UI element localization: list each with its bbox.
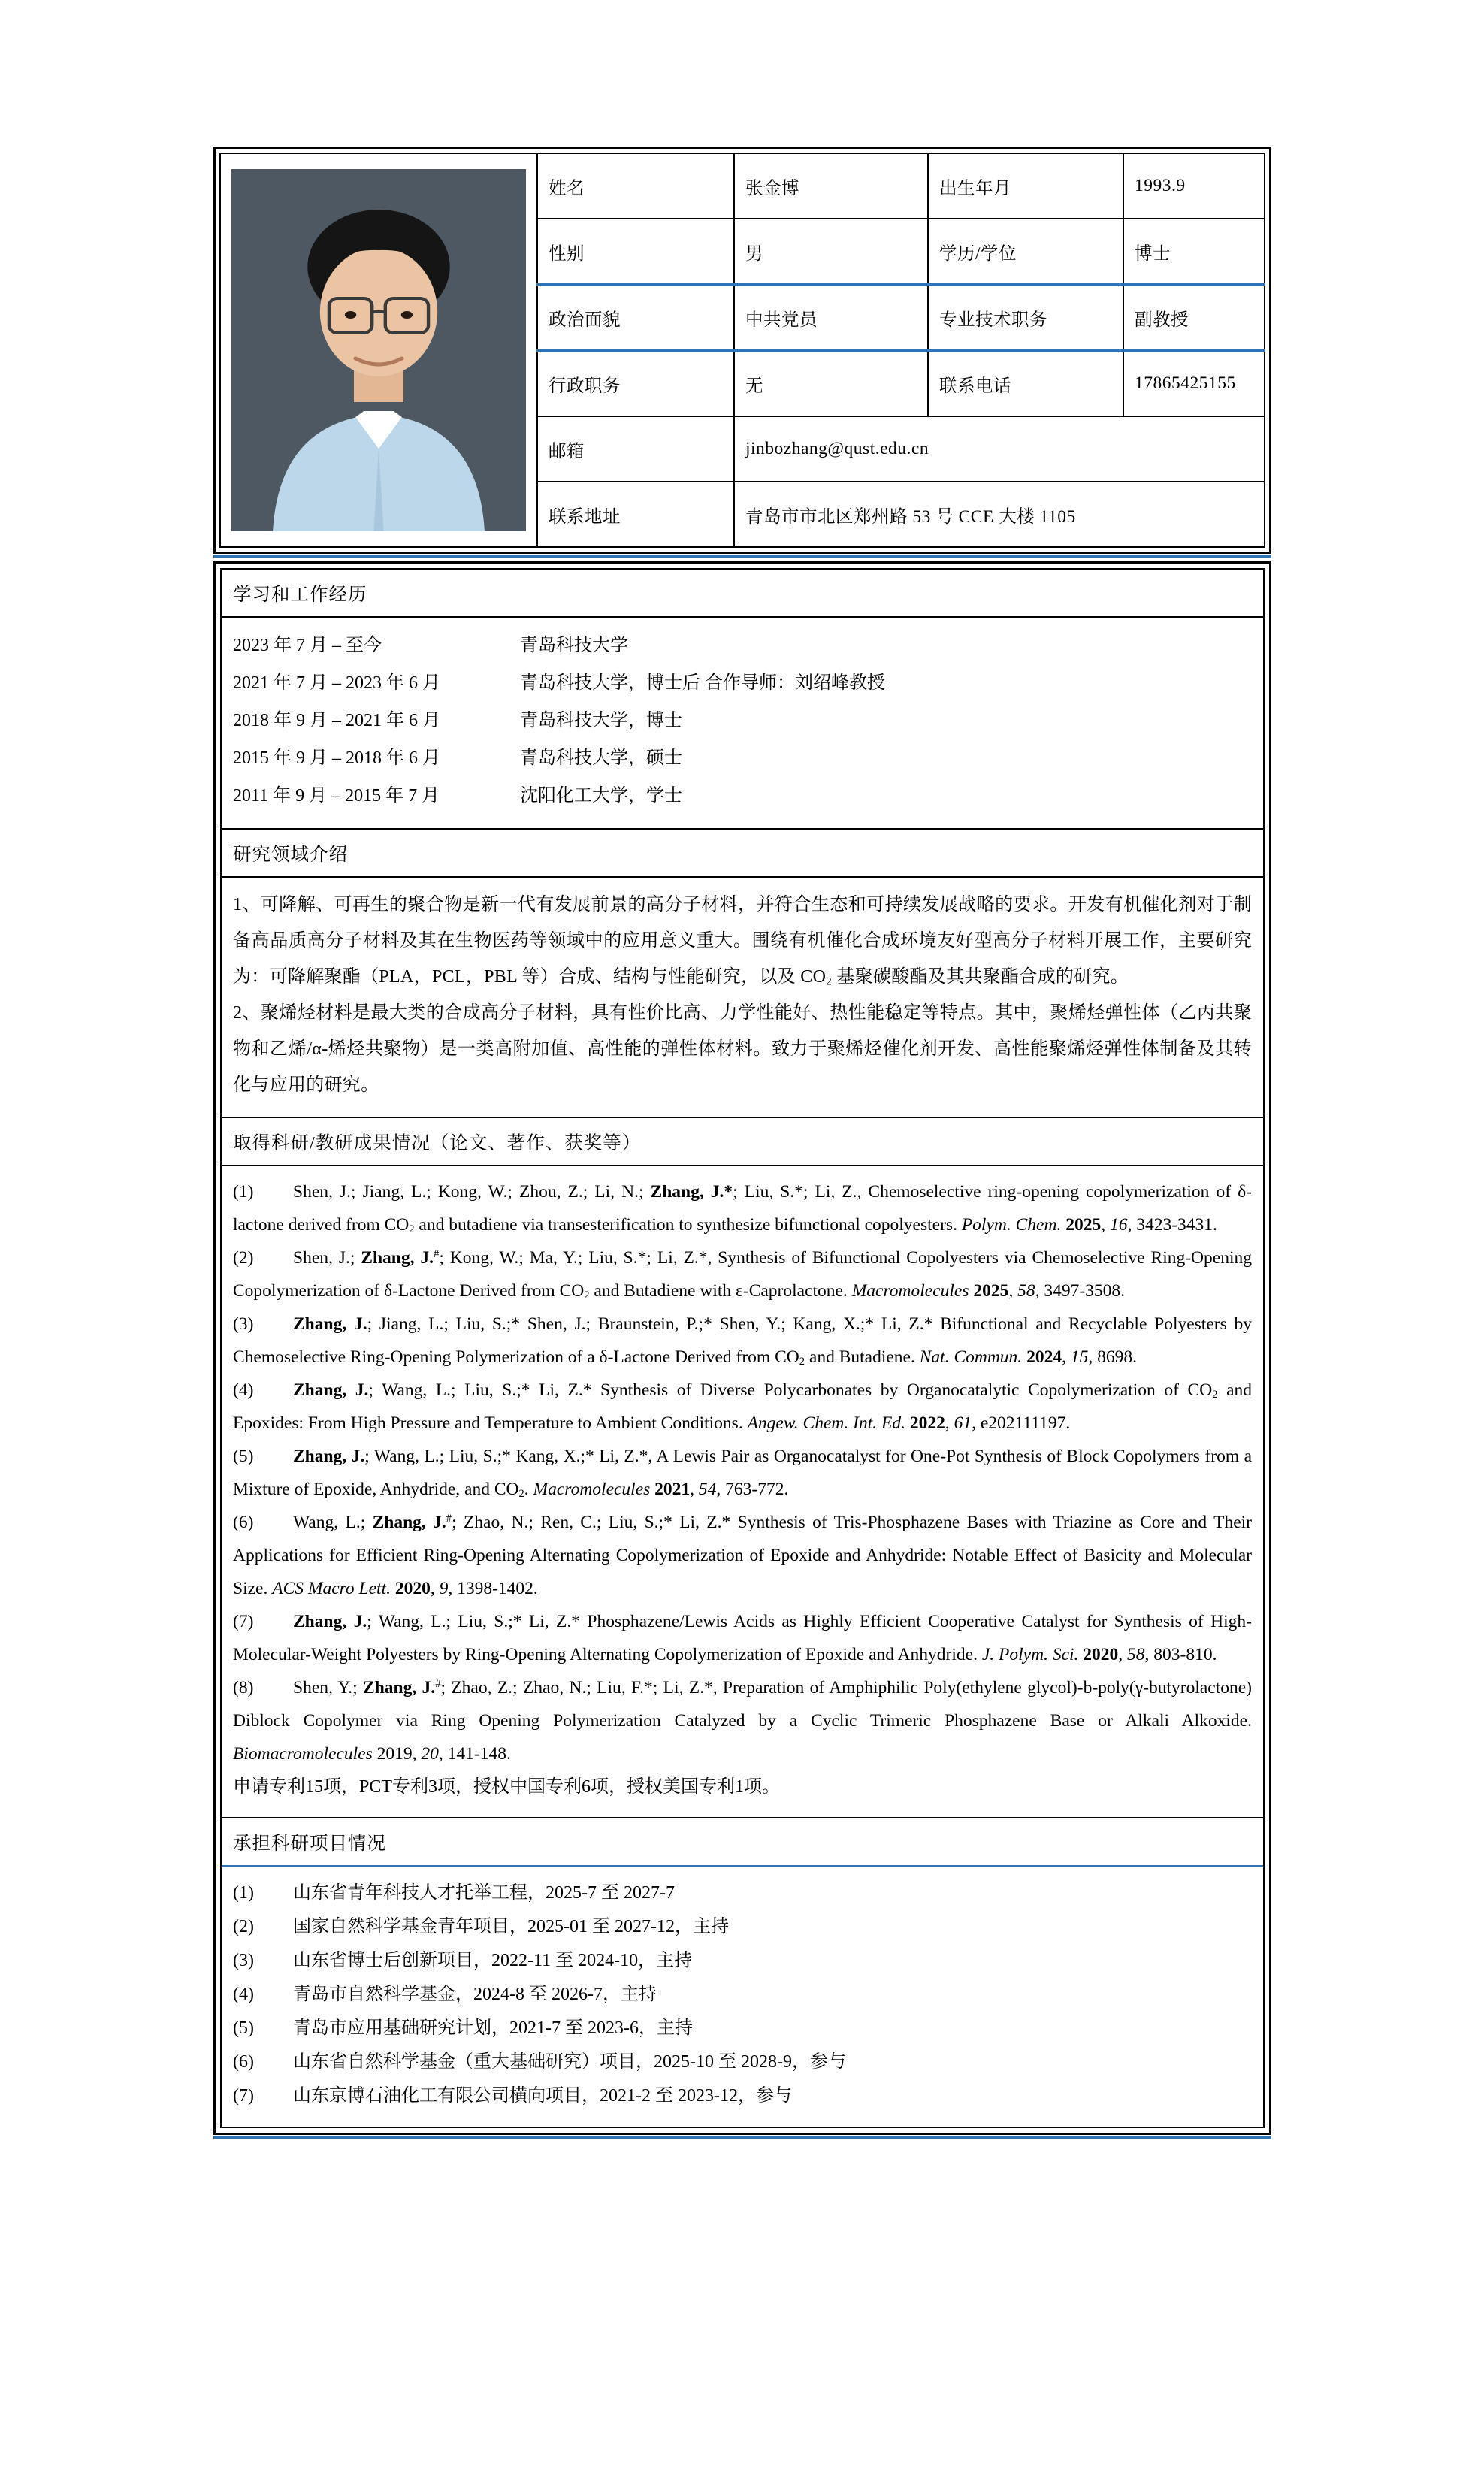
- project-text: 山东京博石油化工有限公司横向项目，2021-2 至 2023-12，参与: [293, 2086, 792, 2106]
- project-number: (4): [233, 1985, 254, 2004]
- research-fields-title: 研究领域介绍: [222, 830, 1263, 878]
- experience-detail: 青岛科技大学: [520, 636, 628, 655]
- section-publications: [222, 1117, 1263, 1817]
- field-value-name: 张金博: [734, 153, 928, 219]
- project-text: 国家自然科学基金青年项目，2025-01 至 2027-12，主持: [293, 1917, 729, 1936]
- publication-item: (7) Zhang, J.; Wang, L.; Liu, S.;* Li, Z.* Phosphazene/Lewis Acids as Highly Efficient Cooperative Catalyst for Synthesis of High-Molecular-Weight Polyesters by Ring-Opening Alternating Copolymerization of Epoxide and Anhydride. J. Polym. Sci. 2020, 58, 803-810.: [233, 1612, 1252, 1664]
- field-value-degree: 博士: [1123, 219, 1265, 285]
- photo-cell: [220, 153, 537, 547]
- field-value-political-status: 中共党员: [734, 285, 928, 351]
- field-label-title: 专业技术职务: [928, 285, 1123, 351]
- publication-item: (8) Shen, Y.; Zhang, J.#; Zhao, Z.; Zhao, N.; Liu, F.*; Li, Z.*, Preparation of Amphiphilic Poly(ethylene glycol)-b-poly(γ-butyrolactone) Diblock Copolymer via Ring Opening Polymerization Catalyzed by a Cyclic Trimeric Phosphazene Base or Alkali Alkoxide. Biomacromolecules 2019, 20, 141-148.: [233, 1678, 1252, 1764]
- field-value-admin-position: 无: [734, 351, 928, 417]
- publication-item: (6) Wang, L.; Zhang, J.#; Zhao, N.; Ren, C.; Liu, S.;* Li, Z.* Synthesis of Tris-Phosphazene Bases with Triazine as Core and Their Applications for Efficient Ring-Opening Alternating Copolymerization of Epoxide and Anhydride: Notable Effect of Basicity and Molecular Size. ACS Macro Lett. 2020, 9, 1398-1402.: [233, 1513, 1252, 1598]
- experience-item: [233, 702, 1252, 739]
- experience-period: 2023 年 7 月 – 至今: [233, 636, 382, 655]
- profile-table: [219, 153, 1265, 548]
- publications-title: 取得科研/教研成果情况（论文、著作、获奖等）: [222, 1118, 1263, 1166]
- field-label-degree: 学历/学位: [928, 219, 1123, 285]
- field-value-gender: 男: [734, 219, 928, 285]
- publication-item: (1) Shen, J.; Jiang, L.; Kong, W.; Zhou, Z.; Li, N.; Zhang, J.*; Liu, S.*; Li, Z., Chemoselective ring-opening copolymerization of δ-lactone derived from $CO_2$ and butadiene via transesterification to synthesize bifunctional copolyesters. Polym. Chem. 2025, 16, 3423-3431.: [233, 1182, 1252, 1236]
- experience-list: [222, 618, 1263, 828]
- project-number: (5): [233, 2018, 254, 2038]
- experience-period: 2011 年 9 月 – 2015 年 7 月: [233, 786, 440, 806]
- field-label-gender: 性别: [537, 219, 734, 285]
- field-value-birth: 1993.9: [1123, 153, 1265, 219]
- experience-period: 2018 年 9 月 – 2021 年 6 月: [233, 711, 440, 730]
- project-number: (2): [233, 1917, 254, 1936]
- research-fields-body: [222, 878, 1263, 1117]
- project-item: [233, 1876, 1252, 1910]
- experience-detail: 青岛科技大学，博士后 合作导师：刘绍峰教授: [520, 673, 885, 693]
- research-paragraph-2: 2、聚烯烃材料是最大类的合成高分子材料，具有性价比高、力学性能好、热性能稳定等特点。其中，聚烯烃弹性体（乙丙共聚物和乙烯/α-烯烃共聚物）是一类高附加值、高性能的弹性体材料。致力于聚烯烃催化剂开发、高性能聚烯烃弹性体制备及其转化与应用的研究。: [233, 1003, 1252, 1095]
- publications-list: [233, 1175, 1252, 1770]
- field-value-phone: 17865425155: [1123, 351, 1265, 417]
- field-value-email: jinbozhang@qust.edu.cn: [734, 416, 1265, 482]
- publication-item: (3) Zhang, J.; Jiang, L.; Liu, S.;* Shen, J.; Braunstein, P.;* Shen, Y.; Kang, X.;* Li, Z.* Bifunctional and Recyclable Polyesters by Chemoselective Ring-Opening Polymerization of a δ-Lactone Derived from $CO_2$ and Butadiene. Nat. Commun. 2024, 15, 8698.: [233, 1314, 1252, 1368]
- projects-list: [222, 1867, 1263, 2127]
- field-label-name: 姓名: [537, 153, 734, 219]
- publications-body: [222, 1166, 1263, 1817]
- sections-frame: [213, 561, 1271, 2135]
- experience-item: [233, 627, 1252, 664]
- project-item: [233, 2045, 1252, 2079]
- field-label-email: 邮箱: [537, 416, 734, 482]
- project-item: [233, 1978, 1252, 2012]
- blue-divider-top: [213, 555, 1271, 558]
- project-number: (7): [233, 2086, 254, 2106]
- portrait-photo: [231, 169, 526, 531]
- project-text: 青岛市自然科学基金，2024-8 至 2026-7，主持: [293, 1985, 657, 2004]
- experience-detail: 沈阳化工大学，学士: [520, 786, 682, 806]
- project-number: (6): [233, 2052, 254, 2072]
- project-item: [233, 1910, 1252, 1944]
- project-text: 山东省自然科学基金（重大基础研究）项目，2025-10 至 2028-9，参与: [293, 2052, 846, 2072]
- project-text: 山东省青年科技人才托举工程，2025-7 至 2027-7: [293, 1883, 675, 1903]
- section-projects: [222, 1817, 1263, 2127]
- publication-item: (5) Zhang, J.; Wang, L.; Liu, S.;* Kang, X.;* Li, Z.*, A Lewis Pair as Organocatalyst for One-Pot Synthesis of Block Copolymers from a Mixture of Epoxide, Anhydride, and $CO_2$. Macromolecules 2021, 54, 763-772.: [233, 1447, 1252, 1501]
- experience-detail: 青岛科技大学，博士: [520, 711, 682, 730]
- project-text: 山东省博士后创新项目，2022-11 至 2024-10，主持: [293, 1951, 693, 1970]
- cv-content: [213, 147, 1271, 2139]
- profile-table-frame: [213, 147, 1271, 554]
- project-number: (1): [233, 1883, 254, 1903]
- experience-item: [233, 777, 1252, 815]
- profile-row-1: [220, 153, 1265, 219]
- field-label-address: 联系地址: [537, 482, 734, 547]
- experience-item: [233, 739, 1252, 777]
- project-item: [233, 2079, 1252, 2113]
- publication-item: (2) Shen, J.; Zhang, J.#; Kong, W.; Ma, Y.; Liu, S.*; Li, Z.*, Synthesis of Bifunctional Copolyesters via Chemoselective Ring-Opening Copolymerization of δ-Lactone Derived from $CO_2$ and Butadiene with ε-Caprolactone. Macromolecules 2025, 58, 3497-3508.: [233, 1248, 1252, 1302]
- project-text: 青岛市应用基础研究计划，2021-7 至 2023-6，主持: [293, 2018, 693, 2038]
- projects-title: 承担科研项目情况: [222, 1818, 1263, 1867]
- patents-summary: 申请专利15项，PCT专利3项，授权中国专利6项，授权美国专利1项。: [233, 1777, 781, 1797]
- research-paragraph-1: 1、可降解、可再生的聚合物是新一代有发展前景的高分子材料，并符合生态和可持续发展战略的要求。开发有机催化剂对于制备高品质高分子材料及其在生物医药等领域中的应用意义重大。围绕有机催化合成环境友好型高分子材料开展工作，主要研究为：可降解聚酯（PLA，PCL，PBL 等）合成、结构与性能研究，以及 $CO_2$ 基聚碳酸酯及其共聚酯合成的研究。: [233, 895, 1252, 988]
- section-research-fields: [222, 828, 1263, 1117]
- field-label-admin-position: 行政职务: [537, 351, 734, 417]
- section-experience: [222, 570, 1263, 828]
- field-label-birth: 出生年月: [928, 153, 1123, 219]
- experience-item: [233, 664, 1252, 702]
- field-value-title: 副教授: [1123, 285, 1265, 351]
- project-item: [233, 1944, 1252, 1978]
- sections-box: [220, 568, 1265, 2128]
- project-item: [233, 2012, 1252, 2045]
- blue-divider-bottom: [213, 2136, 1271, 2139]
- experience-detail: 青岛科技大学，硕士: [520, 748, 682, 768]
- field-value-address: 青岛市市北区郑州路 53 号 CCE 大楼 1105: [734, 482, 1265, 547]
- experience-period: 2015 年 9 月 – 2018 年 6 月: [233, 748, 440, 768]
- project-number: (3): [233, 1951, 254, 1970]
- field-label-political-status: 政治面貌: [537, 285, 734, 351]
- publication-item: (4) Zhang, J.; Wang, L.; Liu, S.;* Li, Z.* Synthesis of Diverse Polycarbonates by Organocatalytic Copolymerization of $CO_2$ and Epoxides: From High Pressure and Temperature to Ambient Conditions. Angew. Chem. Int. Ed. 2022, 61, e202111197.: [233, 1380, 1252, 1433]
- experience-title: 学习和工作经历: [222, 570, 1263, 618]
- experience-period: 2021 年 7 月 – 2023 年 6 月: [233, 673, 440, 693]
- field-label-phone: 联系电话: [928, 351, 1123, 417]
